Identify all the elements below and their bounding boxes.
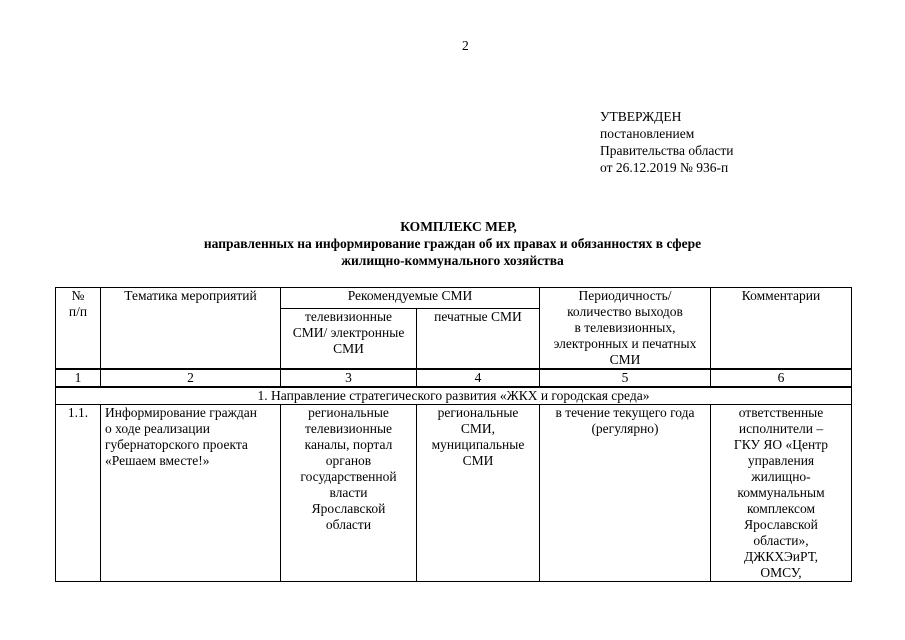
row-tv-line: телевизионные — [304, 421, 393, 436]
row-frequency — [540, 405, 711, 582]
header-frequency-line: СМИ — [609, 352, 641, 367]
row-comments-line: жилищно- — [751, 469, 811, 484]
row-tv-line: региональные — [308, 405, 389, 420]
row-comments-line: управления — [747, 453, 815, 468]
section-row — [56, 387, 852, 405]
header-frequency-line: количество выходов — [567, 304, 683, 319]
approval-line: постановлением — [600, 126, 695, 141]
header-print: печатные СМИ — [417, 308, 540, 369]
approval-line: УТВЕРЖДЕН — [600, 109, 682, 124]
row-comments-line: ОМСУ, — [760, 565, 802, 580]
header-media-group: Рекомендуемые СМИ — [281, 288, 540, 309]
title-line: жилищно-коммунального хозяйства — [341, 253, 564, 268]
row-frequency-line: (регулярно) — [591, 421, 659, 436]
page-number: 2 — [462, 38, 469, 53]
column-number: 4 — [417, 369, 540, 387]
row-topic-line: «Решаем вместе!» — [105, 453, 210, 468]
header-frequency — [540, 288, 711, 370]
column-number: 3 — [281, 369, 417, 387]
column-number: 6 — [711, 369, 852, 387]
approval-stamp — [600, 108, 733, 176]
header-num-line: № — [71, 288, 85, 303]
document-title — [0, 218, 905, 269]
measures-table — [55, 287, 852, 582]
row-comments-line: ДЖКХЭиРТ, — [744, 549, 818, 564]
header-frequency-line: электронных и печатных — [553, 336, 697, 351]
header-topic: Тематика мероприятий — [101, 288, 281, 370]
table-row — [56, 405, 852, 582]
row-comments-line: Ярославской — [744, 517, 818, 532]
row-comments-line: ГКУ ЯО «Центр — [733, 437, 829, 452]
approval-line: Правительства области — [600, 143, 734, 158]
row-comments-line: исполнители – — [738, 421, 824, 436]
row-comments-line: комплексом — [746, 501, 816, 516]
row-topic-line: о ходе реализации — [105, 421, 210, 436]
header-row — [56, 288, 852, 309]
row-print-line: СМИ, — [460, 421, 496, 436]
column-number: 2 — [101, 369, 281, 387]
header-frequency-line: Периодичность/ — [578, 288, 672, 303]
row-topic-line: Информирование граждан — [105, 405, 257, 420]
header-frequency-line: в телевизионных, — [574, 320, 676, 335]
row-tv-line: Ярославской — [311, 501, 386, 516]
header-tv-line: СМИ — [333, 340, 364, 356]
row-tv-line: области — [325, 517, 372, 532]
column-number: 1 — [56, 369, 101, 387]
header-tv-line: телевизионные — [304, 308, 393, 324]
row-tv-line: власти — [329, 485, 368, 500]
row-print-line: муниципальные — [431, 437, 525, 452]
header-tv — [281, 308, 417, 369]
row-comments-line: области», — [753, 533, 809, 548]
row-tv-line: каналы, портал — [304, 437, 393, 452]
approval-line: от 26.12.2019 № 936-п — [600, 160, 729, 175]
row-tv-line: государственной — [300, 469, 397, 484]
row-comments-line: коммунальным — [737, 485, 825, 500]
row-tv-line: органов — [325, 453, 372, 468]
section-heading: 1. Направление стратегического развития «ЖКХ и городская среда» — [56, 387, 852, 405]
title-line: КОМПЛЕКС МЕР, — [400, 219, 517, 234]
column-number: 5 — [540, 369, 711, 387]
row-print-line: СМИ — [462, 453, 494, 468]
row-tv — [281, 405, 417, 582]
header-tv-line: СМИ/ электронные — [292, 324, 405, 340]
row-print — [417, 405, 540, 582]
row-num: 1.1. — [56, 405, 101, 582]
header-comments: Комментарии — [711, 288, 852, 370]
header-num-line: п/п — [68, 304, 88, 319]
row-frequency-line: в течение текущего года — [555, 405, 695, 420]
header-num — [56, 288, 101, 370]
row-comments — [711, 405, 852, 582]
row-comments-line: ответственные — [738, 405, 824, 420]
row-topic-line: губернаторского проекта — [105, 437, 248, 452]
row-topic — [101, 405, 281, 582]
row-print-line: региональные — [437, 405, 519, 420]
column-number-row — [56, 369, 852, 387]
title-line: направленных на информирование граждан об их правах и обязанностях в сфере — [203, 236, 702, 251]
